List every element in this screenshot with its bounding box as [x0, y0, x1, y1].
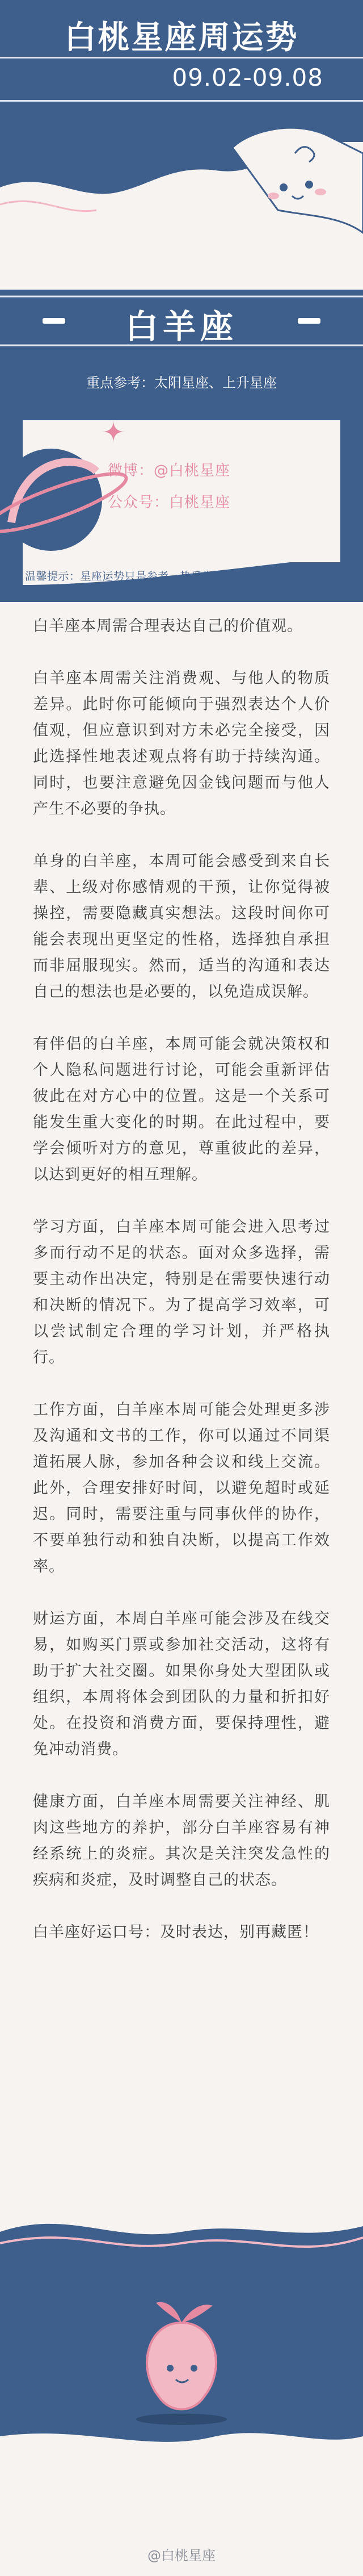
wechat-account: 公众号：白桃星座: [108, 494, 231, 511]
tip-note: 温馨提示：星座运势只是参考，热爱生活好运加倍。: [25, 570, 280, 583]
divider: [0, 100, 363, 102]
date-range: 09.02-09.08: [172, 64, 323, 91]
paragraph: 工作方面，白羊座本周可能会处理更多涉及沟通和文书的工作，你可以通过不同渠道拓展人脉，参加各种会议和线上交流。此外，合理安排好时间，以避免超时或延迟。同时，需要注重与同事伙伴的协作，不要单独行动和独自决断，以提高工作效率。: [33, 1401, 330, 1575]
footer-illustration: [0, 2209, 363, 2576]
paragraph: 健康方面，白羊座本周需要关注神经、肌肉这些地方的养护，部分白羊座容易有神经系统上的炎症。其次是关注突发急性的疾病和炎症，及时调整自己的状态。: [33, 1793, 330, 1889]
page-title: 白桃星座周运势: [64, 19, 299, 56]
paragraph: 财运方面，本周白羊座可能会涉及在线交易，如购买门票或参加社交活动，这将有助于扩大社交圈。如果你身处大型团队或组织，本周将体会到团队的力量和折扣好处。在投资和消费方面，要保持理性，避免冲动消费。: [33, 1610, 330, 1758]
paragraph: 单身的白羊座，本周可能会感受到来自长辈、上级对你感情观的干预，让你觉得被操控，需要隐藏真实想法。这段时间你可能会表现出更坚定的性格，选择独自承担而非屈服现实。然而，适当的沟通和表达自己的想法也是必要的，以免造成误解。: [33, 852, 330, 1001]
paragraph: 学习方面，白羊座本周可能会进入思考过多而行动不足的状态。面对众多选择，需要主动作出决定，特别是在需要快速行动和决断的情况下。为了提高学习效率，可以尝试制定合理的学习计划，并严格执行。: [33, 1218, 330, 1366]
divider: [0, 57, 363, 58]
hero-illustration: [0, 119, 363, 324]
paragraph: 白羊座本周需关注消费观、与他人的物质差异。此时你可能倾向于强烈表达个人价值观，但应意识到对方未必完全接受，因此选择性地表述观点将有助于持续沟通。同时，也要注意避免因金钱问题而与他人产生不必要的争执。: [33, 670, 330, 818]
sign-title: 白羊座: [125, 307, 238, 346]
lucky-slogan: 白羊座好运口号：及时表达，别再藏匿！: [33, 1923, 319, 1941]
reference-note: 重点参考：太阳星座、上升星座: [86, 375, 277, 391]
footer-credit: @白桃星座: [147, 2548, 216, 2564]
paragraph: 有伴侣的白羊座，本周可能会就决策权和个人隐私问题进行讨论，可能会重新评估彼此在对方心中的位置。这是一个关系可能发生重大变化的时期。在此过程中，要学会倾听对方的意见，尊重彼此的差异，以达到更好的相互理解。: [33, 1035, 330, 1184]
horoscope-body: [33, 613, 330, 1972]
weibo-handle: 微博：@白桃星座: [108, 462, 231, 479]
paragraph: 白羊座本周需合理表达自己的价值观。: [33, 617, 303, 635]
